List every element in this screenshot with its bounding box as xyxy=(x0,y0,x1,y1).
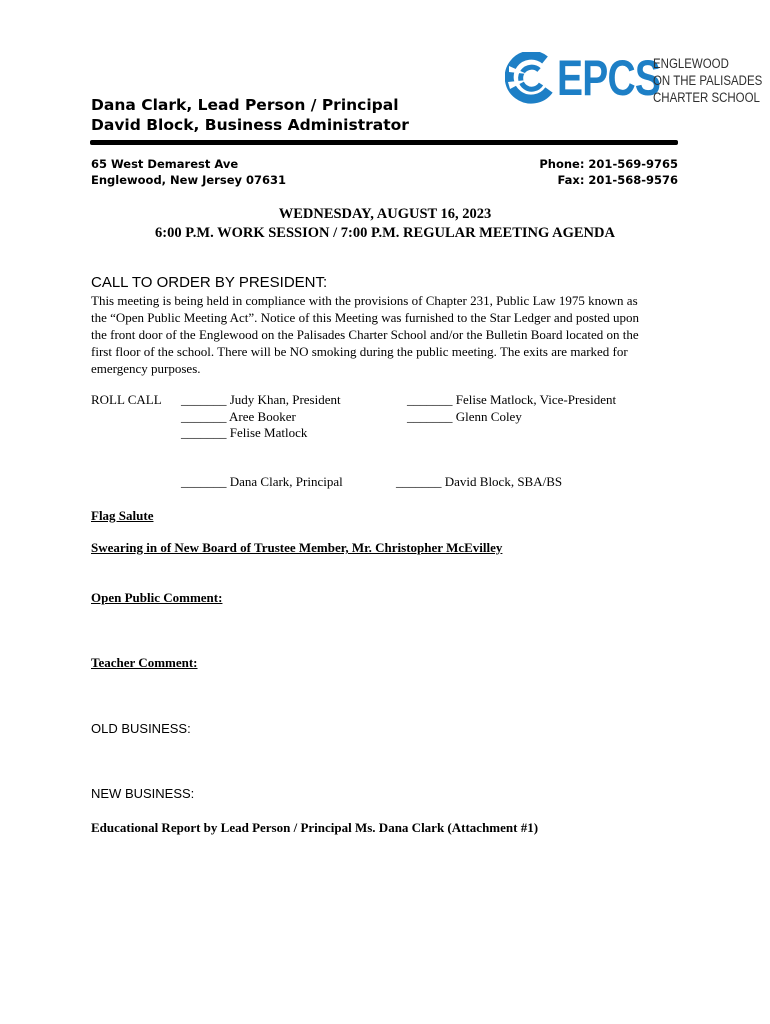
swearing-in-heading: Swearing in of New Board of Trustee Member, Mr. Christopher McEvilley xyxy=(91,540,503,555)
body-line: the “Open Public Meeting Act”. Notice of this Meeting was furnished to the Star Ledger and posted upon xyxy=(91,310,640,325)
epcs-swoosh-logo-icon xyxy=(505,52,557,104)
body-line: This meeting is being held in compliance with the provisions of Chapter 231, Public Law 1975 known as xyxy=(91,293,638,308)
phone-number: Phone: 201-569-9765 xyxy=(539,157,678,171)
roll-call-principal: _______ Dana Clark, Principal xyxy=(181,474,343,489)
roll-call-board-col1 xyxy=(181,392,341,442)
call-to-order-heading: CALL TO ORDER BY PRESIDENT: xyxy=(91,274,328,291)
teacher-comment-heading: Teacher Comment: xyxy=(91,655,198,670)
meeting-title xyxy=(0,205,770,243)
address-street: 65 West Demarest Ave xyxy=(91,157,239,171)
new-business-heading: NEW BUSINESS: xyxy=(91,786,195,801)
fax-number: Fax: 201-568-9576 xyxy=(557,173,678,187)
meeting-date: WEDNESDAY, AUGUST 16, 2023 xyxy=(278,206,492,222)
roll-call-entry: _______ Judy Khan, President xyxy=(181,392,341,407)
call-to-order-body xyxy=(91,292,683,377)
school-address xyxy=(91,156,286,188)
roll-call-entry: _______ Aree Booker xyxy=(181,408,296,424)
roll-call-entry: _______ Felise Matlock xyxy=(181,425,308,440)
school-contact xyxy=(539,156,678,188)
roll-call-label: ROLL CALL xyxy=(91,392,162,407)
logo-sub-line: CHARTER SCHOOL xyxy=(653,90,760,105)
old-business-heading: OLD BUSINESS: xyxy=(91,721,191,736)
principal-line: Dana Clark, Lead Person / Principal xyxy=(91,96,399,114)
educational-report-item: Educational Report by Lead Person / Principal Ms. Dana Clark (Attachment #1) xyxy=(91,820,539,835)
logo-sub-line: ENGLEWOOD xyxy=(653,56,729,71)
header-divider xyxy=(90,140,678,145)
roll-call-entry: _______ Felise Matlock, Vice-President xyxy=(407,392,617,407)
address-city: Englewood, New Jersey 07631 xyxy=(91,173,287,187)
open-public-comment-heading: Open Public Comment: xyxy=(91,590,223,605)
flag-salute-heading: Flag Salute xyxy=(91,508,154,523)
business-admin-line: David Block, Business Administrator xyxy=(91,116,409,134)
logo-school-name xyxy=(653,55,762,106)
body-line: the front door of the Englewood on the Palisades Charter School and/or the Bulletin Board located on the xyxy=(91,327,639,342)
logo-sub-line: ON THE PALISADES xyxy=(653,73,763,88)
roll-call-entry: _______ Glenn Coley xyxy=(407,408,522,424)
body-line: first floor of the school. There will be NO smoking during the public meeting. The exits are marked for xyxy=(91,344,628,359)
roll-call-board-col2 xyxy=(407,392,616,425)
meeting-subtitle: 6:00 P.M. WORK SESSION / 7:00 P.M. REGULAR MEETING AGENDA xyxy=(155,225,615,241)
body-line: emergency purposes. xyxy=(91,361,201,376)
roll-call-sba: _______ David Block, SBA/BS xyxy=(396,474,563,489)
school-logo xyxy=(505,50,763,110)
header-names xyxy=(91,95,409,135)
logo-letters: EPCS xyxy=(557,50,661,106)
